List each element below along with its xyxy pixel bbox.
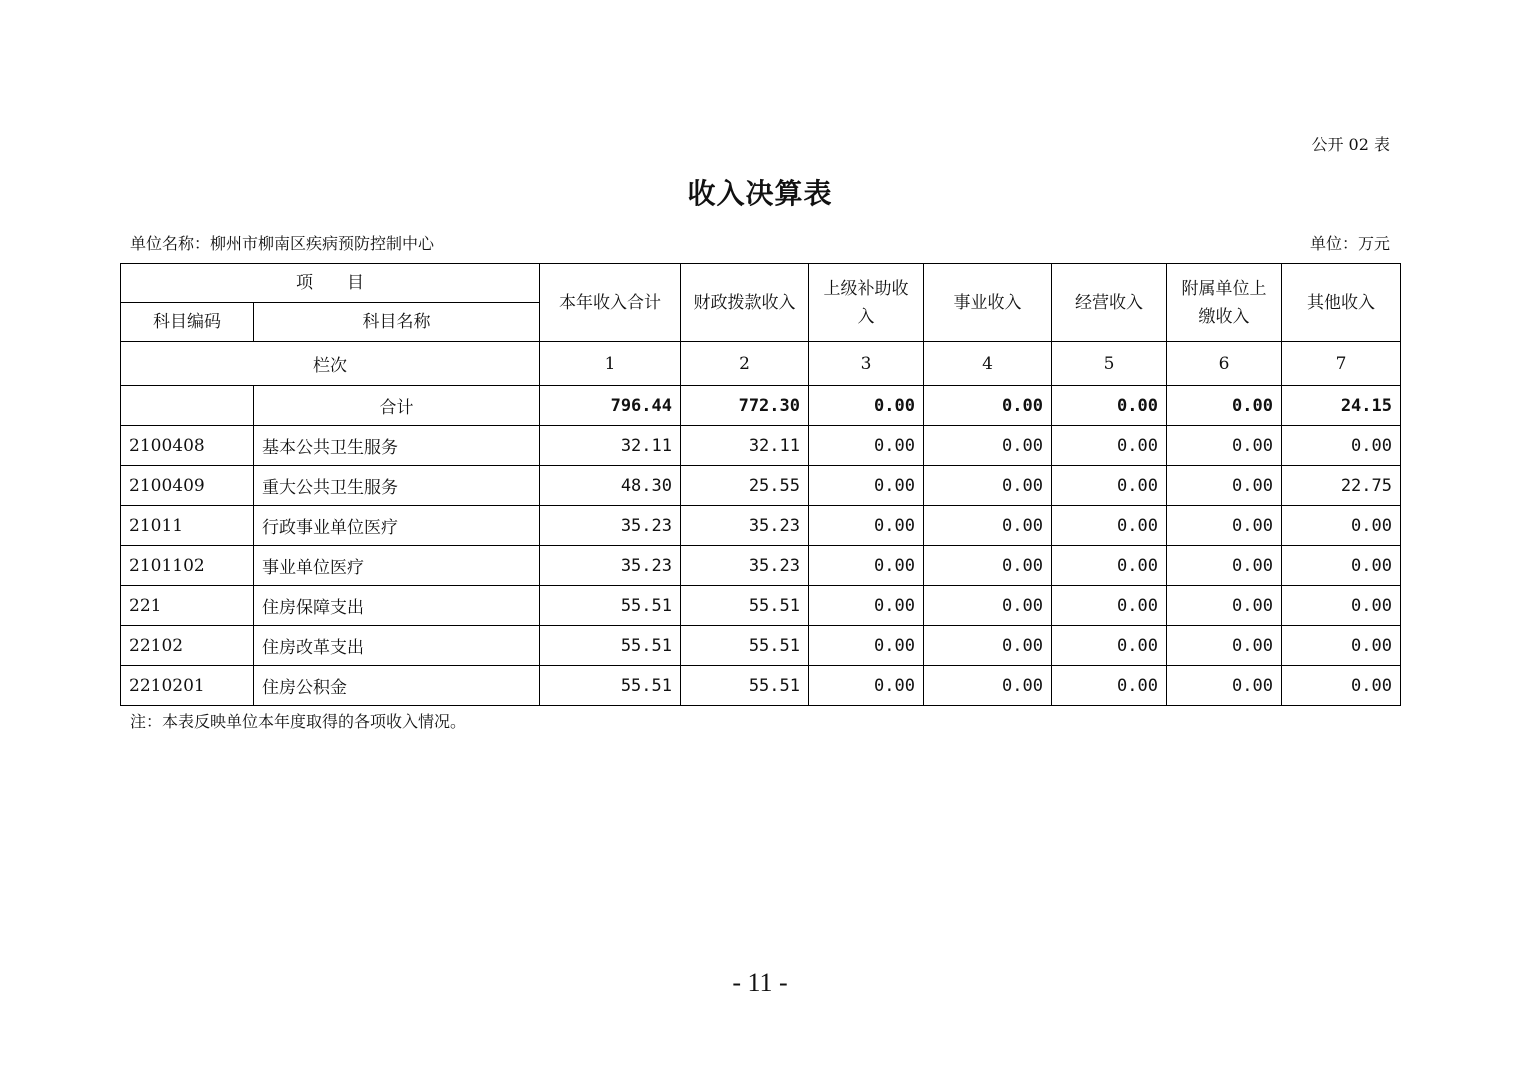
- amount-cell: 0.00: [924, 466, 1052, 506]
- subject-name: 住房保障支出: [254, 586, 540, 626]
- subject-name: 事业单位医疗: [254, 546, 540, 586]
- header-total-income: 本年收入合计: [540, 264, 681, 342]
- amount-cell: 35.23: [540, 546, 681, 586]
- amount-cell: 0.00: [1052, 586, 1167, 626]
- amount-cell: 55.51: [540, 626, 681, 666]
- sequence-number: 1: [540, 342, 681, 386]
- sequence-number: 7: [1282, 342, 1401, 386]
- form-number: 公开 02 表: [1311, 135, 1390, 154]
- amount-cell: 55.51: [681, 626, 809, 666]
- unit-name-label: 单位名称：柳州市柳南区疾病预防控制中心: [130, 234, 435, 253]
- total-value: 796.44: [540, 386, 681, 426]
- header-business-income: 事业收入: [924, 264, 1052, 342]
- page-title: 收入决算表: [687, 177, 833, 210]
- header-operating-income: 经营收入: [1052, 264, 1167, 342]
- subject-code: 221: [121, 586, 254, 626]
- table-row: [121, 546, 1401, 586]
- amount-cell: 0.00: [809, 506, 924, 546]
- subject-code: 2101102: [121, 546, 254, 586]
- table-row: [121, 466, 1401, 506]
- total-code-cell: [121, 386, 254, 426]
- amount-cell: 0.00: [1052, 666, 1167, 706]
- amount-cell: 35.23: [681, 506, 809, 546]
- sequence-label: 栏次: [121, 342, 540, 386]
- amount-cell: 0.00: [924, 426, 1052, 466]
- amount-cell: 0.00: [809, 666, 924, 706]
- subject-code: 22102: [121, 626, 254, 666]
- amount-cell: 32.11: [681, 426, 809, 466]
- table-row: [121, 586, 1401, 626]
- total-label: 合计: [254, 386, 540, 426]
- sequence-number: 2: [681, 342, 809, 386]
- amount-cell: 35.23: [681, 546, 809, 586]
- amount-cell: 48.30: [540, 466, 681, 506]
- income-table: [120, 263, 1401, 706]
- amount-cell: 0.00: [1167, 466, 1282, 506]
- amount-cell: 32.11: [540, 426, 681, 466]
- amount-cell: 0.00: [809, 466, 924, 506]
- subject-code: 2100408: [121, 426, 254, 466]
- total-value: 0.00: [1167, 386, 1282, 426]
- amount-cell: 0.00: [924, 666, 1052, 706]
- amount-cell: 0.00: [1052, 626, 1167, 666]
- amount-cell: 0.00: [1052, 466, 1167, 506]
- total-value: 772.30: [681, 386, 809, 426]
- amount-cell: 25.55: [681, 466, 809, 506]
- amount-cell: 0.00: [924, 586, 1052, 626]
- subject-name: 重大公共卫生服务: [254, 466, 540, 506]
- amount-cell: 0.00: [1167, 506, 1282, 546]
- amount-cell: 0.00: [924, 506, 1052, 546]
- amount-cell: 0.00: [1167, 426, 1282, 466]
- amount-cell: 0.00: [1282, 426, 1401, 466]
- amount-cell: 55.51: [681, 666, 809, 706]
- amount-cell: 0.00: [1052, 546, 1167, 586]
- amount-cell: 0.00: [809, 546, 924, 586]
- amount-cell: 0.00: [1167, 546, 1282, 586]
- amount-cell: 55.51: [540, 586, 681, 626]
- currency-unit-label: 单位：万元: [1309, 234, 1390, 253]
- sequence-number: 5: [1052, 342, 1167, 386]
- amount-cell: 0.00: [809, 626, 924, 666]
- subject-code: 21011: [121, 506, 254, 546]
- amount-cell: 0.00: [1282, 506, 1401, 546]
- amount-cell: 0.00: [1282, 626, 1401, 666]
- sequence-row: [121, 342, 1401, 386]
- sequence-number: 3: [809, 342, 924, 386]
- amount-cell: 55.51: [540, 666, 681, 706]
- total-row: [121, 386, 1401, 426]
- header-item: 项 目: [121, 264, 540, 303]
- amount-cell: 0.00: [1282, 666, 1401, 706]
- header-other-income: 其他收入: [1282, 264, 1401, 342]
- table-row: [121, 426, 1401, 466]
- subject-name: 基本公共卫生服务: [254, 426, 540, 466]
- amount-cell: 0.00: [1167, 666, 1282, 706]
- amount-cell: 0.00: [1052, 426, 1167, 466]
- amount-cell: 0.00: [1167, 626, 1282, 666]
- amount-cell: 0.00: [1052, 506, 1167, 546]
- amount-cell: 0.00: [924, 626, 1052, 666]
- header-fiscal-appropriation: 财政拨款收入: [681, 264, 809, 342]
- table-row: [121, 626, 1401, 666]
- total-value: 0.00: [809, 386, 924, 426]
- amount-cell: 0.00: [924, 546, 1052, 586]
- total-value: 24.15: [1282, 386, 1401, 426]
- amount-cell: 0.00: [1167, 586, 1282, 626]
- header-affiliate-income: 附属单位上缴收入: [1167, 264, 1282, 342]
- table-row: [121, 666, 1401, 706]
- header-superior-subsidy: 上级补助收入: [809, 264, 924, 342]
- subject-name: 住房改革支出: [254, 626, 540, 666]
- subject-code: 2210201: [121, 666, 254, 706]
- amount-cell: 0.00: [1282, 546, 1401, 586]
- amount-cell: 22.75: [1282, 466, 1401, 506]
- amount-cell: 0.00: [809, 586, 924, 626]
- amount-cell: 0.00: [809, 426, 924, 466]
- table-row: [121, 506, 1401, 546]
- table-note: 注：本表反映单位本年度取得的各项收入情况。: [130, 712, 467, 731]
- total-value: 0.00: [924, 386, 1052, 426]
- total-value: 0.00: [1052, 386, 1167, 426]
- subject-code: 2100409: [121, 466, 254, 506]
- amount-cell: 0.00: [1282, 586, 1401, 626]
- page-number: - 11 -: [732, 968, 788, 997]
- sequence-number: 4: [924, 342, 1052, 386]
- subject-name: 住房公积金: [254, 666, 540, 706]
- sequence-number: 6: [1167, 342, 1282, 386]
- header-subject-name: 科目名称: [254, 303, 540, 342]
- subject-name: 行政事业单位医疗: [254, 506, 540, 546]
- amount-cell: 35.23: [540, 506, 681, 546]
- amount-cell: 55.51: [681, 586, 809, 626]
- header-subject-code: 科目编码: [121, 303, 254, 342]
